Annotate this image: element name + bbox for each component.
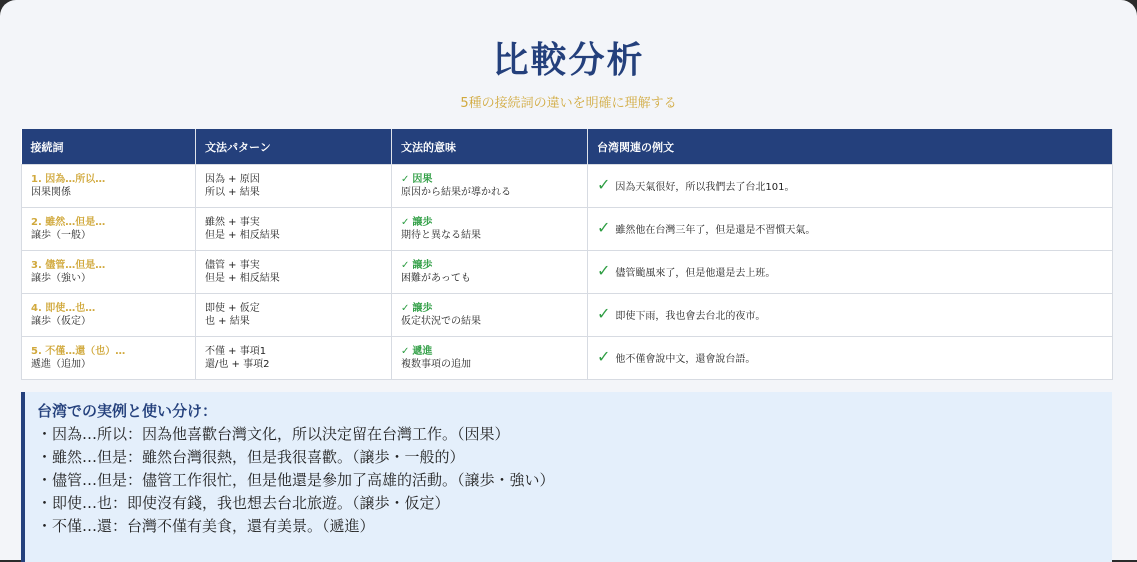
usage-item: ・雖然…但是：雖然台灣很熱，但是我很喜歡。（譲歩・一般的）	[37, 448, 465, 466]
check-icon: ✓	[597, 175, 611, 194]
example-text: 因為天氣很好，所以我們去了台北101。	[615, 182, 795, 193]
conjunction-type: 譲歩（仮定）	[31, 316, 91, 327]
conjunction-label: 1. 因為…所以…	[31, 174, 106, 185]
meaning-tag: 遞進	[412, 346, 433, 357]
meaning-tag: 譲歩	[412, 303, 433, 314]
pattern-cell	[196, 165, 392, 208]
example-cell	[588, 294, 1113, 337]
example-cell	[588, 337, 1113, 380]
meaning-cell	[392, 337, 588, 380]
conjunction-type: 譲歩（強い）	[31, 273, 91, 284]
meaning-desc: 困難があっても	[401, 273, 471, 284]
example-cell	[588, 251, 1113, 294]
usage-item: ・因為…所以：因為他喜歡台灣文化，所以決定留在台灣工作。（因果）	[37, 425, 510, 443]
pattern-line: 還/也 + 事項2	[205, 359, 270, 370]
example-text: 他不僅會說中文，還會說台語。	[615, 354, 756, 365]
meaning-desc: 仮定状況での結果	[401, 316, 481, 327]
header-meaning: 文法的意味	[392, 129, 588, 165]
check-icon: ✓	[401, 174, 410, 185]
pattern-line: 也 + 結果	[205, 316, 250, 327]
pattern-cell	[196, 251, 392, 294]
usage-item: ・不僅…還：台灣不僅有美食，還有美景。（遞進）	[37, 517, 375, 535]
conjunction-label: 5. 不僅…還（也）…	[31, 346, 126, 357]
header-example: 台湾関連の例文	[588, 129, 1113, 165]
table-row	[22, 337, 1113, 380]
table-row	[22, 165, 1113, 208]
check-icon: ✓	[401, 217, 410, 228]
example-text: 儘管颱風來了，但是他還是去上班。	[615, 268, 776, 279]
pattern-line: 因為 + 原因	[205, 174, 260, 185]
conjunction-cell	[22, 165, 196, 208]
conjunction-cell	[22, 294, 196, 337]
meaning-cell	[392, 208, 588, 251]
meaning-cell	[392, 251, 588, 294]
pattern-line: 雖然 + 事実	[205, 217, 260, 228]
pattern-cell	[196, 208, 392, 251]
pattern-cell	[196, 294, 392, 337]
meaning-desc: 複数事項の追加	[401, 359, 471, 370]
table-row	[22, 294, 1113, 337]
example-cell	[588, 165, 1113, 208]
check-icon: ✓	[597, 261, 611, 280]
comparison-table	[21, 129, 1113, 380]
check-icon: ✓	[597, 304, 611, 323]
example-cell	[588, 208, 1113, 251]
conjunction-type: 因果関係	[31, 187, 71, 198]
check-icon: ✓	[401, 303, 410, 314]
conjunction-cell	[22, 251, 196, 294]
table-header-row	[22, 129, 1113, 165]
page-subtitle: 5種の接続詞の違いを明確に理解する	[460, 96, 677, 111]
conjunction-cell	[22, 337, 196, 380]
pattern-line: 所以 + 結果	[205, 187, 260, 198]
pattern-line: 儘管 + 事実	[205, 260, 260, 271]
conjunction-cell	[22, 208, 196, 251]
conjunction-type: 遞進（追加）	[31, 359, 91, 370]
pattern-line: 即使 + 仮定	[205, 303, 260, 314]
meaning-tag: 譲歩	[412, 217, 433, 228]
check-icon: ✓	[597, 347, 611, 366]
conjunction-label: 4. 即使…也…	[31, 303, 96, 314]
usage-item: ・儘管…但是：儘管工作很忙，但是他還是參加了高雄的活動。（譲歩・強い）	[37, 471, 555, 489]
meaning-desc: 期待と異なる結果	[401, 230, 481, 241]
check-icon: ✓	[401, 346, 410, 357]
usage-title: 台湾での実例と使い分け：	[37, 402, 218, 420]
header-conjunction: 接続詞	[22, 129, 196, 165]
usage-item: ・即使…也：即使沒有錢，我也想去台北旅遊。（譲歩・仮定）	[37, 494, 450, 512]
table-row	[22, 251, 1113, 294]
meaning-cell	[392, 165, 588, 208]
pattern-cell	[196, 337, 392, 380]
table-row	[22, 208, 1113, 251]
conjunction-label: 3. 儘管…但是…	[31, 260, 106, 271]
header-pattern: 文法パターン	[196, 129, 392, 165]
check-icon: ✓	[597, 218, 611, 237]
meaning-tag: 譲歩	[412, 260, 433, 271]
conjunction-label: 2. 雖然…但是…	[31, 217, 106, 228]
check-icon: ✓	[401, 260, 410, 271]
usage-box	[21, 392, 1112, 562]
pattern-line: 不僅 + 事項1	[205, 346, 267, 357]
pattern-line: 但是 + 相反結果	[205, 230, 280, 241]
meaning-tag: 因果	[412, 174, 433, 185]
page-title: 比較分析	[492, 40, 645, 81]
conjunction-type: 譲歩（一般）	[31, 230, 91, 241]
meaning-desc: 原因から結果が導かれる	[401, 187, 511, 198]
example-text: 雖然他在台灣三年了，但是還是不習慣天氣。	[615, 225, 816, 236]
pattern-line: 但是 + 相反結果	[205, 273, 280, 284]
example-text: 即使下雨，我也會去台北的夜市。	[615, 311, 766, 322]
meaning-cell	[392, 294, 588, 337]
